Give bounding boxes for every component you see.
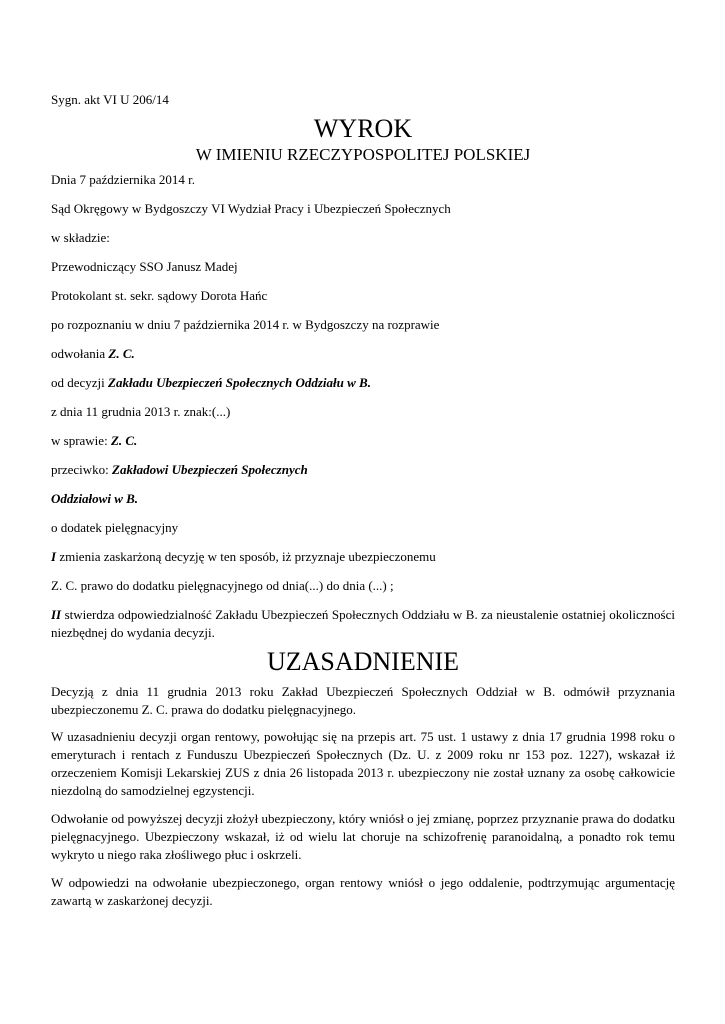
- against-prefix: przeciwko:: [51, 462, 113, 477]
- decision-line: [51, 374, 371, 392]
- against-party-continued: Oddziałowi w B.: [51, 491, 139, 506]
- ruling-1-text: zmienia zaskarżoną decyzję w ten sposób, iż przyznaje ubezpieczonemu: [56, 549, 436, 564]
- court-name: Sąd Okręgowy w Bydgoszczy VI Wydział Pracy i Ubezpieczeń Społecznych: [51, 201, 451, 216]
- justification-paragraph-3: Odwołanie od powyższej decyzji złożył ubezpieczony, który wniósł o jej zmianę, poprzez przyznanie prawa do dodatku pielęgnacyjnego. Ubezpieczony wskazał, iż od wielu lat choruje na schizofrenię paranoidalną, a ponadto rok temu wykryto u niego raka złośliwego płuc i oskrzeli.: [51, 811, 676, 862]
- document-page: [51, 0, 675, 1024]
- decision-date-line: z dnia 11 grudnia 2013 r. znak:(...): [51, 404, 231, 419]
- judgment-date: Dnia 7 października 2014 r.: [51, 172, 196, 187]
- document-title: WYROK: [313, 114, 413, 143]
- matter-line: [51, 432, 137, 450]
- justification-paragraph-4: W odpowiedzi na odwołanie ubezpieczonego, organ rentowy wniósł o jego oddalenie, podtrzymując argumentację zawartą w zaskarżonej decyzji.: [51, 875, 675, 908]
- against-party: Zakładowi Ubezpieczeń Społecznych: [112, 462, 308, 477]
- ruling-1-number: I: [51, 549, 57, 564]
- matter-party: Z. C.: [110, 433, 138, 448]
- appeal-line: [51, 345, 135, 363]
- ruling-2-number: II: [51, 607, 62, 622]
- hearing-line: po rozpoznaniu w dniu 7 października 2014 r. w Bydgoszczy na rozprawie: [51, 317, 440, 332]
- appeal-prefix: odwołania: [51, 346, 109, 361]
- matter-prefix: w sprawie:: [51, 433, 111, 448]
- decision-authority: Zakładu Ubezpieczeń Społecznych Oddziału w B.: [108, 375, 371, 390]
- ruling-2-paragraph: [51, 606, 675, 642]
- ruling-1-line: [51, 548, 436, 566]
- decision-prefix: od decyzji: [51, 375, 109, 390]
- clerk-line: Protokolant st. sekr. sądowy Dorota Hańc: [51, 288, 268, 303]
- case-signature: Sygn. akt VI U 206/14: [51, 92, 169, 107]
- ruling-1-continued: Z. C. prawo do dodatku pielęgnacyjnego od dnia(...) do dnia (...) ;: [51, 578, 394, 593]
- against-line: [51, 461, 308, 479]
- document-subtitle: W IMIENIU RZECZYPOSPOLITEJ POLSKIEJ: [195, 145, 531, 164]
- subject-line: o dodatek pielęgnacyjny: [51, 520, 179, 535]
- composition-label: w składzie:: [51, 230, 110, 245]
- ruling-2-text: stwierdza odpowiedzialność Zakładu Ubezpieczeń Społecznych Oddziału w B. za nieustalenie ostatniej okoliczności niezbędnej do wydania decyzji.: [51, 607, 675, 640]
- justification-title: UZASADNIENIE: [266, 647, 460, 676]
- chairman-line: Przewodniczący SSO Janusz Madej: [51, 259, 238, 274]
- justification-paragraph-1: Decyzją z dnia 11 grudnia 2013 roku Zakład Ubezpieczeń Społecznych Oddział w B. odmówił przyznania ubezpieczonemu Z. C. prawa do dodatku pielęgnacyjnego.: [51, 684, 675, 717]
- appeal-party: Z. C.: [108, 346, 135, 361]
- justification-paragraph-2: W uzasadnieniu decyzji organ rentowy, powołując się na przepis art. 75 ust. 1 ustawy z dnia 17 grudnia 1998 roku o emeryturach i rentach z Funduszu Ubezpieczeń Społecznych (Dz. U. z 2009 roku nr 153 poz. 1227), wskazał iż orzeczeniem Komisji Lekarskiej ZUS z dnia 26 listopada 2013 r. ubezpieczony nie został uznany za osobę całkowicie niezdolną do samodzielnej egzystencji.: [51, 729, 675, 798]
